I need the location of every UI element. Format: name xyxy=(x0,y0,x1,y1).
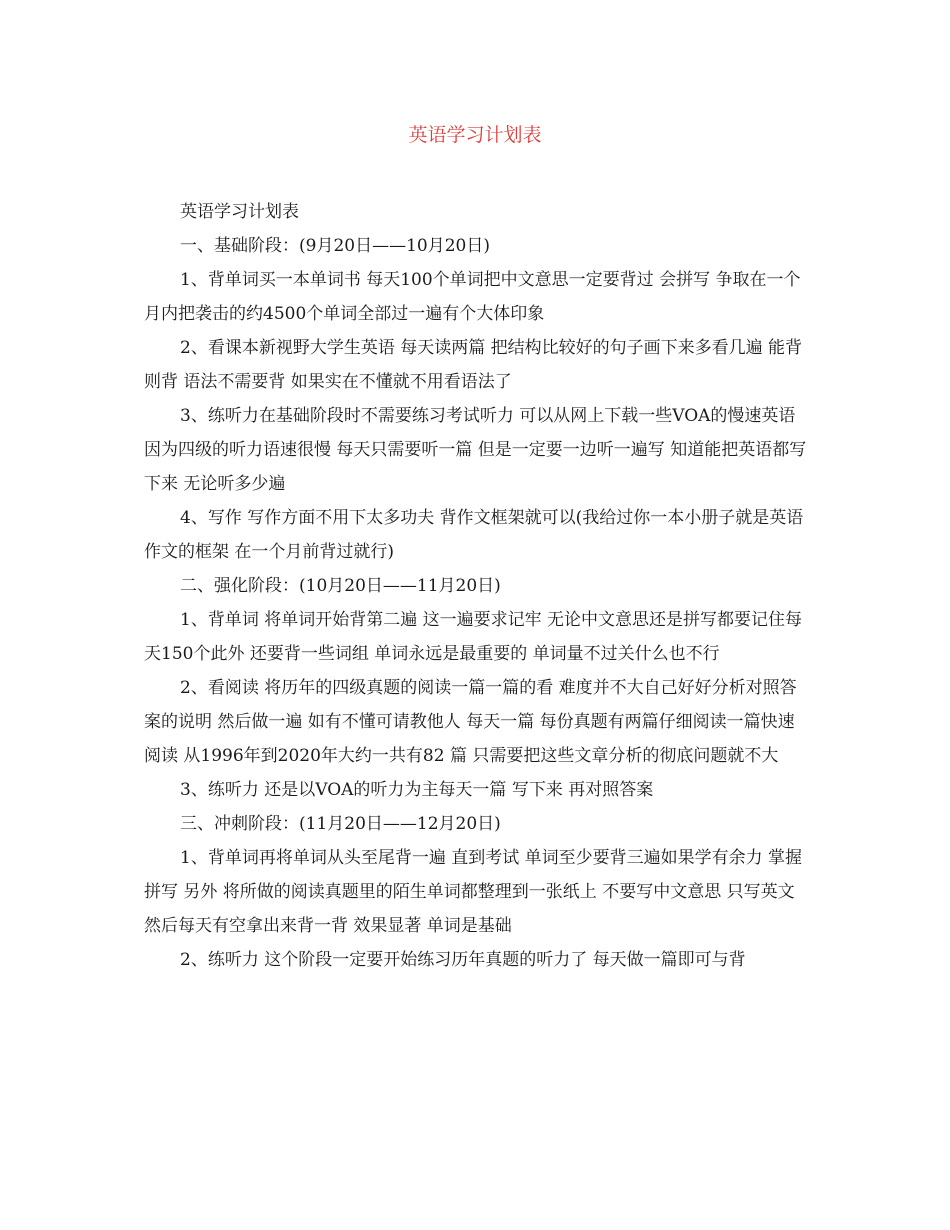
section-heading-intensive: 二、强化阶段：(10月20日——11月20日) xyxy=(180,576,501,596)
paragraph: 1、背单词 将单词开始背第二遍 这一遍要求记牢 无论中文意思还是拼写都要记住每天150个此外 还要背一些词组 单词永远是最重要的 单词量不过关什么也不行 xyxy=(144,610,803,664)
paragraph: 2、练听力 这个阶段一定要开始练习历年真题的听力了 每天做一篇即可与背 xyxy=(180,950,746,970)
paragraph-heading: 英语学习计划表 xyxy=(180,202,299,222)
paragraph: 1、背单词买一本单词书 每天100个单词把中文意思一定要背过 会拼写 争取在一个月内把袭击的约4500个单词全部过一遍有个大体印象 xyxy=(144,270,801,324)
paragraph: 2、看课本新视野大学生英语 每天读两篇 把结构比较好的句子画下来多看几遍 能背则背 语法不需要背 如果实在不懂就不用看语法了 xyxy=(144,338,803,392)
paragraph: 1、背单词再将单词从头至尾背一遍 直到考试 单词至少要背三遍如果学有余力 掌握拼写 另外 将所做的阅读真题里的陌生单词都整理到一张纸上 不要写中文意思 只写英文然后每天有空拿出来背一背 效果显著 单词是基础 xyxy=(144,848,803,936)
paragraph: 4、写作 写作方面不用下太多功夫 背作文框架就可以(我给过你一本小册子就是英语作文的框架 在一个月前背过就行) xyxy=(144,508,804,562)
paragraph: 2、看阅读 将历年的四级真题的阅读一篇一篇的看 难度并不大自己好好分析对照答案的说明 然后做一遍 如有不懂可请教他人 每天一篇 每份真题有两篇仔细阅读一篇快速阅读 从1996年到2020年大约一共有82 篇 只需要把这些文章分析的彻底问题就不大 xyxy=(144,678,797,766)
section-heading-sprint: 三、冲刺阶段：(11月20日——12月20日) xyxy=(180,814,501,834)
paragraph: 3、练听力在基础阶段时不需要练习考试听力 可以从网上下载一些VOA的慢速英语因为四级的听力语速很慢 每天只需要听一篇 但是一定要一边听一遍写 知道能把英语都写下来 无论听多少遍 xyxy=(144,406,807,494)
paragraph: 3、练听力 还是以VOA的听力为主每天一篇 写下来 再对照答案 xyxy=(180,780,654,800)
document-body xyxy=(144,195,810,977)
section-heading-basic: 一、基础阶段：(9月20日——10月20日) xyxy=(180,236,490,256)
document-title: 英语学习计划表 xyxy=(408,124,542,146)
